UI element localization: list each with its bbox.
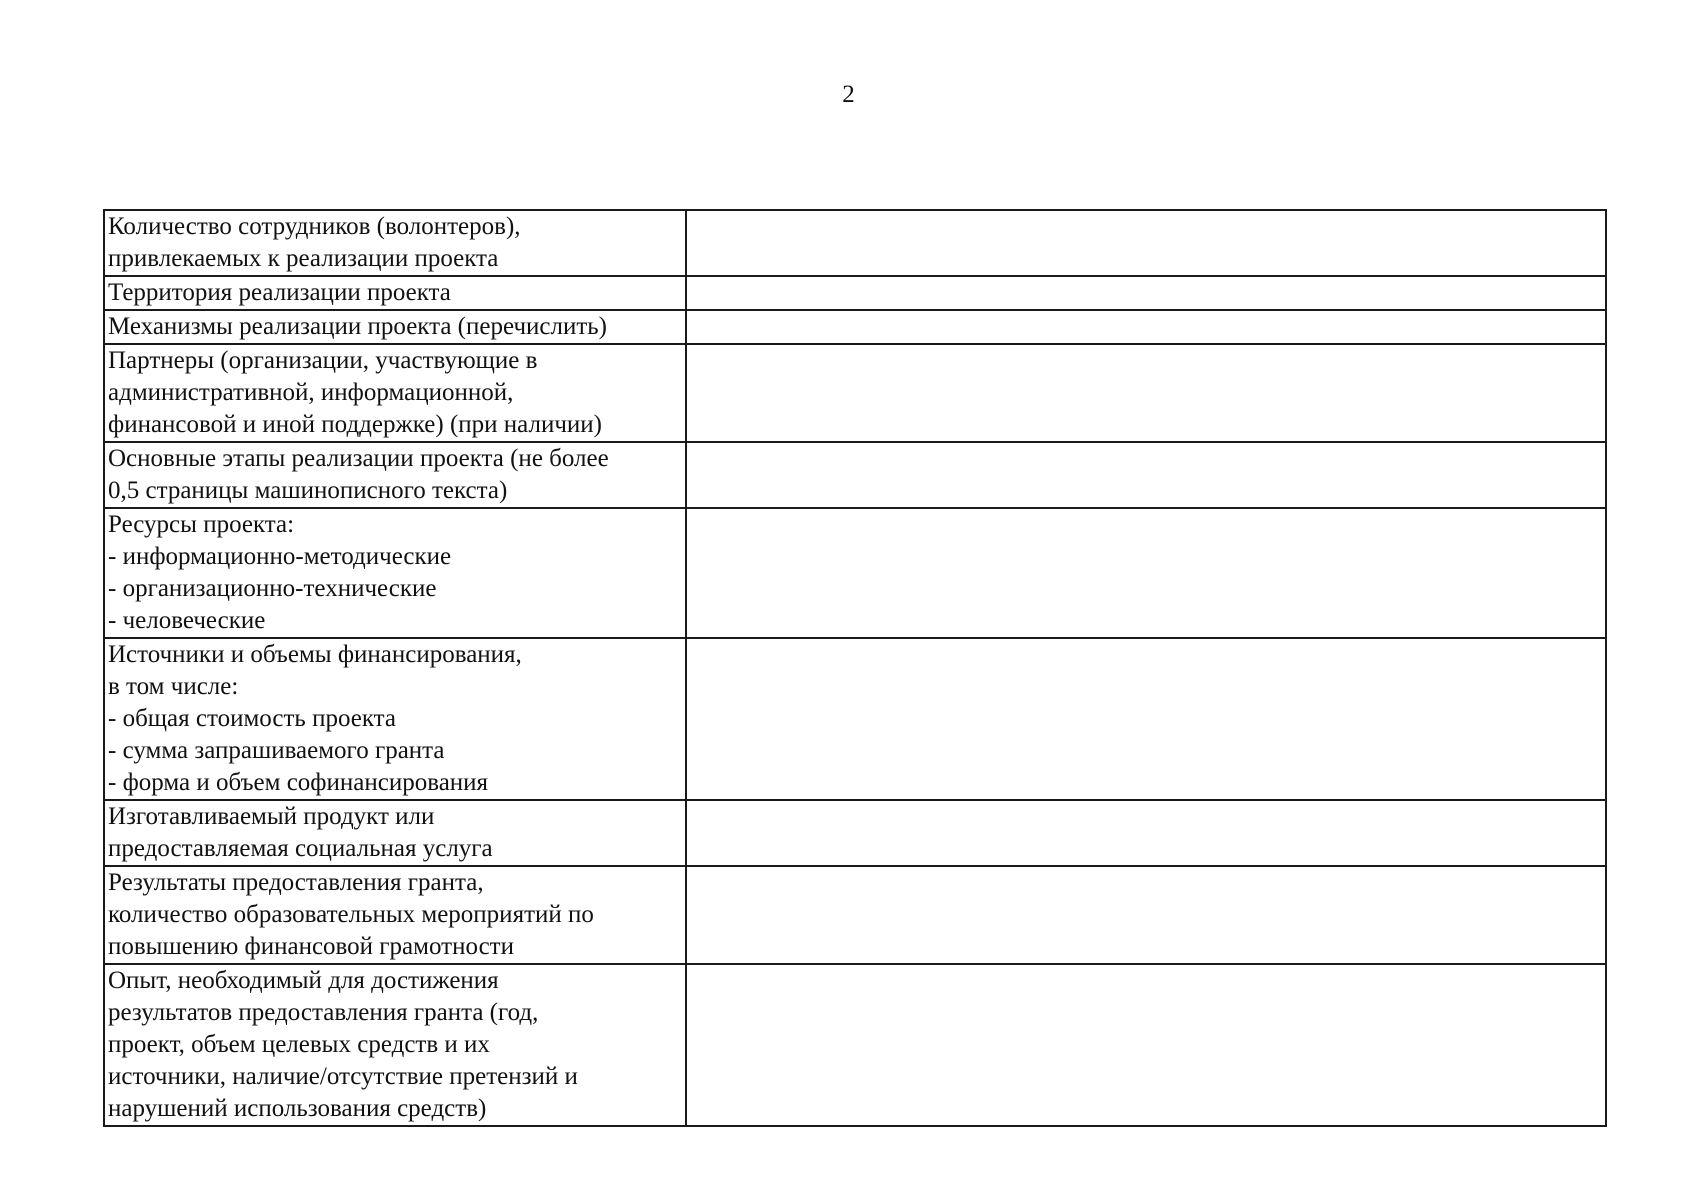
label-line: 0,5 страницы машинописного текста) xyxy=(108,477,508,504)
label-line: нарушений использования средств) xyxy=(108,1095,487,1122)
label-line: количество образовательных мероприятий по xyxy=(108,901,594,928)
label-line: Количество сотрудников (волонтеров), xyxy=(108,213,521,240)
row-label-resources xyxy=(104,508,686,638)
label-line: результатов предоставления гранта (год, xyxy=(108,999,539,1026)
project-info-table xyxy=(103,209,1607,1127)
table-row xyxy=(104,800,1606,866)
table-row xyxy=(104,344,1606,442)
row-value-mechanisms[interactable] xyxy=(686,310,1606,344)
label-line: - общая стоимость проекта xyxy=(108,705,397,732)
row-value-staff-count[interactable] xyxy=(686,210,1606,276)
label-line: - организационно-технические xyxy=(108,575,437,602)
label-line: - информационно-методические xyxy=(108,543,452,570)
row-label-experience xyxy=(104,964,686,1126)
label-line: Территория реализации проекта xyxy=(108,279,451,306)
label-line: - сумма запрашиваемого гранта xyxy=(108,737,445,764)
row-label-partners xyxy=(104,344,686,442)
label-line: Результаты предоставления гранта, xyxy=(108,869,484,896)
label-line: Опыт, необходимый для достижения xyxy=(108,967,499,994)
row-value-product[interactable] xyxy=(686,800,1606,866)
label-line: в том числе: xyxy=(108,673,239,700)
label-line: повышению финансовой грамотности xyxy=(108,933,514,960)
page-number: 2 xyxy=(842,81,855,108)
table-row xyxy=(104,638,1606,800)
row-label-results xyxy=(104,866,686,964)
label-line: предоставляемая социальная услуга xyxy=(108,835,493,862)
table-row xyxy=(104,508,1606,638)
label-line: Ресурсы проекта: xyxy=(108,511,295,538)
row-value-territory[interactable] xyxy=(686,276,1606,310)
row-label-staff-count xyxy=(104,210,686,276)
label-line: финансовой и иной поддержке) (при наличии) xyxy=(108,411,603,438)
row-value-experience[interactable] xyxy=(686,964,1606,1126)
table-row xyxy=(104,310,1606,344)
row-label-product xyxy=(104,800,686,866)
table-row xyxy=(104,442,1606,508)
row-label-mechanisms xyxy=(104,310,686,344)
label-line: - человеческие xyxy=(108,607,266,634)
label-line: административной, информационной, xyxy=(108,379,514,406)
label-line: Основные этапы реализации проекта (не более xyxy=(108,445,609,472)
row-label-territory xyxy=(104,276,686,310)
table-row xyxy=(104,276,1606,310)
row-value-funding[interactable] xyxy=(686,638,1606,800)
label-line: проект, объем целевых средств и их xyxy=(108,1031,490,1058)
label-line: источники, наличие/отсутствие претензий и xyxy=(108,1063,578,1090)
label-line: Источники и объемы финансирования, xyxy=(108,641,522,668)
label-line: - форма и объем софинансирования xyxy=(108,769,489,796)
row-value-resources[interactable] xyxy=(686,508,1606,638)
label-line: Партнеры (организации, участвующие в xyxy=(108,347,538,374)
row-label-funding xyxy=(104,638,686,800)
table-row xyxy=(104,210,1606,276)
label-line: Механизмы реализации проекта (перечислить) xyxy=(108,313,608,340)
label-line: привлекаемых к реализации проекта xyxy=(108,245,499,272)
table-row xyxy=(104,866,1606,964)
row-value-results[interactable] xyxy=(686,866,1606,964)
row-value-stages[interactable] xyxy=(686,442,1606,508)
label-line: Изготавливаемый продукт или xyxy=(108,803,435,830)
row-label-stages xyxy=(104,442,686,508)
table-row xyxy=(104,964,1606,1126)
row-value-partners[interactable] xyxy=(686,344,1606,442)
